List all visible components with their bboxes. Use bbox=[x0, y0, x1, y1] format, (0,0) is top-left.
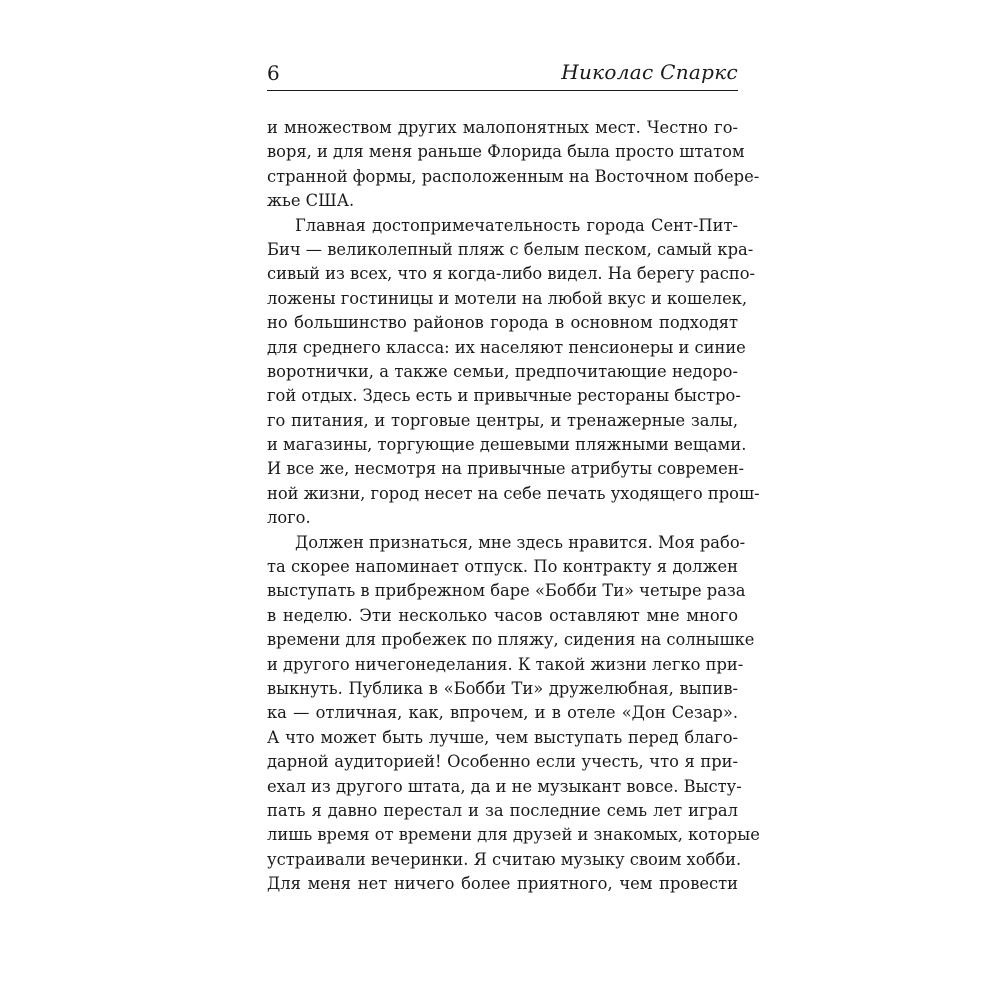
text-line: лишь время от времени для друзей и знакомых, которые bbox=[267, 825, 760, 845]
text-line: времени для пробежек по пляжу, сидения на солнышке bbox=[267, 630, 755, 650]
text-line: лого. bbox=[267, 508, 311, 528]
page-number: 6 bbox=[267, 61, 280, 85]
text-line: Должен признаться, мне здесь нравится. Моя рабо- bbox=[295, 532, 746, 552]
text-line: ложены гостиницы и мотели на любой вкус и кошелек, bbox=[267, 288, 748, 308]
text-line: Бич — великолепный пляж с белым песком, самый кра- bbox=[267, 239, 754, 259]
text-line: го питания, и торговые центры, и тренажерные залы, bbox=[267, 410, 738, 430]
text-line: жье США. bbox=[267, 191, 355, 211]
text-line: Главная достопримечательность города Сент-Пит- bbox=[295, 215, 738, 235]
text-line: пать я давно перестал и за последние семь лет играл bbox=[267, 800, 738, 820]
text-line: сивый из всех, что я когда-либо видел. На берегу распо- bbox=[267, 264, 756, 284]
running-head-author: Николас Спаркс bbox=[561, 60, 738, 84]
text-line: та скорее напоминает отпуск. По контракту я должен bbox=[267, 557, 738, 577]
text-line: И все же, несмотря на привычные атрибуты современ- bbox=[267, 459, 745, 479]
text-line: и магазины, торгующие дешевыми пляжными вещами. bbox=[267, 435, 747, 455]
text-line: и другого ничегонеделания. К такой жизни легко при- bbox=[267, 654, 744, 674]
text-line: дарной аудиторией! Особенно если учесть, что я при- bbox=[267, 752, 738, 772]
text-line: ной жизни, город несет на себе печать уходящего прош- bbox=[267, 483, 760, 503]
text-line: Для меня нет ничего более приятного, чем провести bbox=[267, 874, 738, 894]
text-line: выступать в прибрежном баре «Бобби Ти» четыре раза bbox=[267, 581, 746, 601]
text-line: и множеством других малопонятных мест. Честно го- bbox=[267, 118, 738, 137]
text-line: гой отдых. Здесь есть и привычные рестораны быстро- bbox=[267, 386, 741, 406]
text-line: ехал из другого штата, да и не музыкант вовсе. Высту- bbox=[267, 776, 742, 796]
text-line: А что может быть лучше, чем выступать перед благо- bbox=[267, 727, 738, 747]
body-text bbox=[267, 116, 760, 897]
text-line: странной формы, расположенным на Восточном побере- bbox=[267, 166, 760, 186]
text-line: в неделю. Эти несколько часов оставляют мне много bbox=[267, 605, 738, 625]
text-line: устраивали вечеринки. Я считаю музыку своим хобби. bbox=[267, 849, 742, 869]
text-line: воря, и для меня раньше Флорида была просто штатом bbox=[267, 142, 745, 162]
text-line: выкнуть. Публика в «Бобби Ти» дружелюбная, выпив- bbox=[267, 678, 738, 698]
text-line: но большинство районов города в основном подходят bbox=[267, 313, 738, 333]
text-line: ка — отличная, как, впрочем, и в отеле «Дон Сезар». bbox=[267, 703, 738, 723]
page-header bbox=[267, 58, 738, 91]
text-line: воротнички, а также семьи, предпочитающие недоро- bbox=[267, 361, 738, 381]
text-line: для среднего класса: их населяют пенсионеры и синие bbox=[267, 337, 746, 357]
